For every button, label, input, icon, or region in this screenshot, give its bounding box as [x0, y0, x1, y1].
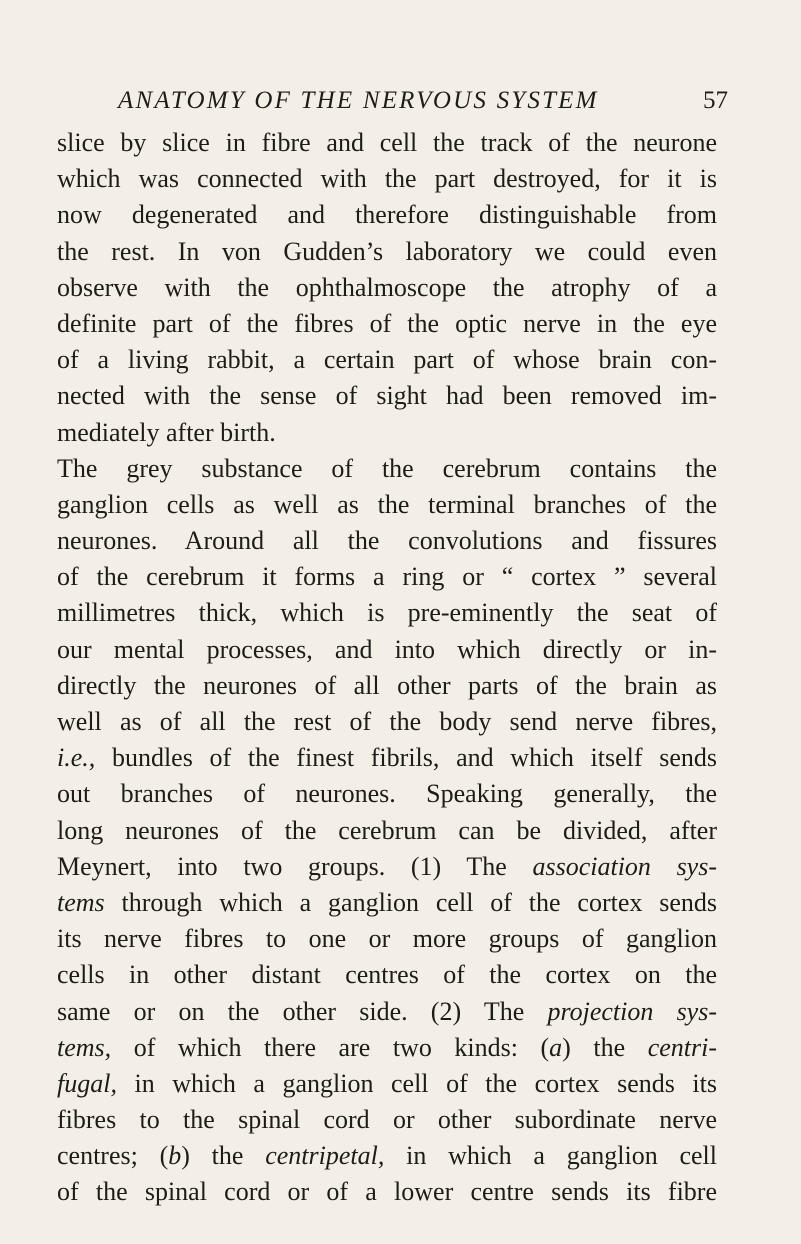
italic-text: a — [549, 1032, 563, 1062]
text-segment: fibres to the spinal cord or other subordinate nerve — [57, 1105, 717, 1135]
text-segment: long neurones of the cerebrum can be divided, after — [57, 815, 717, 845]
italic-text: i.e., — [57, 743, 96, 773]
text-segment: bundles of the finest fibrils, and which itself sends — [95, 743, 717, 773]
text-segment: of which there are two kinds: ( — [111, 1032, 550, 1062]
italic-text: projection sys- — [547, 996, 718, 1026]
text-line — [57, 378, 717, 414]
text-segment: same or on the other side. (2) The — [57, 996, 548, 1026]
text-segment: in which a ganglion cell — [384, 1141, 717, 1171]
text-segment: The grey substance of the cerebrum contains the — [57, 453, 717, 483]
text-line — [57, 270, 717, 306]
page-header — [118, 87, 738, 121]
italic-text: b — [168, 1141, 182, 1171]
text-segment: observe with the ophthalmoscope the atrophy of a — [57, 272, 717, 302]
italic-text: association sys- — [532, 851, 717, 881]
italic-text: centripetal, — [265, 1141, 385, 1171]
text-segment: the rest. In von Gudden’s laboratory we could even — [57, 236, 717, 266]
text-line — [57, 668, 717, 704]
running-head: ANATOMY OF THE NERVOUS SYSTEM — [118, 87, 599, 114]
text-line — [57, 451, 717, 487]
text-segment: definite part of the fibres of the optic nerve in the eye — [57, 308, 717, 338]
text-line — [57, 885, 717, 921]
text-segment: its nerve fibres to one or more groups of ganglion — [57, 924, 717, 954]
text-line — [57, 487, 717, 523]
text-segment: our mental processes, and into which directly or in- — [57, 634, 717, 664]
text-line — [57, 1102, 717, 1138]
text-line — [57, 1030, 717, 1066]
page-number: 57 — [703, 87, 728, 114]
text-line — [57, 306, 717, 342]
text-segment: ) the — [562, 1032, 648, 1062]
text-segment: of a living rabbit, a certain part of whose brain con- — [57, 345, 717, 375]
body-text — [57, 125, 717, 1211]
text-segment: which was connected with the part destroyed, for it is — [57, 164, 717, 194]
text-line — [57, 704, 717, 740]
italic-text: tems, — [57, 1032, 112, 1062]
text-segment: of the cerebrum it forms a ring or “ cortex ” several — [57, 562, 717, 592]
text-line — [57, 776, 717, 812]
text-segment: out branches of neurones. Speaking generally, the — [57, 779, 717, 809]
text-line — [57, 595, 717, 631]
text-line — [57, 415, 717, 451]
text-line — [57, 197, 717, 233]
text-line — [57, 849, 717, 885]
text-segment: through which a ganglion cell of the cortex sends — [104, 887, 717, 917]
text-segment: well as of all the rest of the body send nerve fibres, — [57, 707, 717, 736]
text-line — [57, 342, 717, 378]
text-line — [57, 125, 717, 161]
text-line — [57, 523, 717, 559]
text-segment: directly the neurones of all other parts of the brain as — [57, 670, 717, 700]
text-line — [57, 994, 717, 1030]
text-segment: ganglion cells as well as the terminal branches of the — [57, 489, 717, 519]
text-segment: in which a ganglion cell of the cortex sends its — [116, 1068, 717, 1098]
text-segment: ) the — [181, 1141, 266, 1171]
text-line — [57, 1066, 717, 1102]
text-line — [57, 632, 717, 668]
text-line — [57, 813, 717, 849]
text-segment: neurones. Around all the convolutions and fissures — [57, 526, 717, 556]
text-segment: centres; ( — [57, 1141, 169, 1171]
text-segment: now degenerated and therefore distinguishable from — [57, 200, 717, 230]
text-segment: slice by slice in fibre and cell the track of the neurone — [57, 128, 717, 157]
text-segment: nected with the sense of sight had been removed im- — [57, 381, 717, 411]
text-line — [57, 957, 717, 993]
text-line — [57, 234, 717, 270]
italic-text: fugal, — [57, 1068, 117, 1098]
text-line — [57, 1174, 717, 1210]
text-segment: millimetres thick, which is pre-eminently the seat of — [57, 598, 717, 628]
text-line — [57, 161, 717, 197]
text-line — [57, 921, 717, 957]
italic-text: centri- — [647, 1032, 718, 1062]
text-segment: of the spinal cord or of a lower centre sends its fibre — [57, 1177, 717, 1207]
text-segment: mediately after birth. — [57, 417, 276, 447]
text-line — [57, 559, 717, 595]
text-line — [57, 1138, 717, 1174]
text-segment: Meynert, into two groups. (1) The — [57, 851, 533, 881]
text-segment: cells in other distant centres of the cortex on the — [57, 960, 717, 990]
text-line — [57, 740, 717, 776]
italic-text: tems — [57, 887, 105, 917]
